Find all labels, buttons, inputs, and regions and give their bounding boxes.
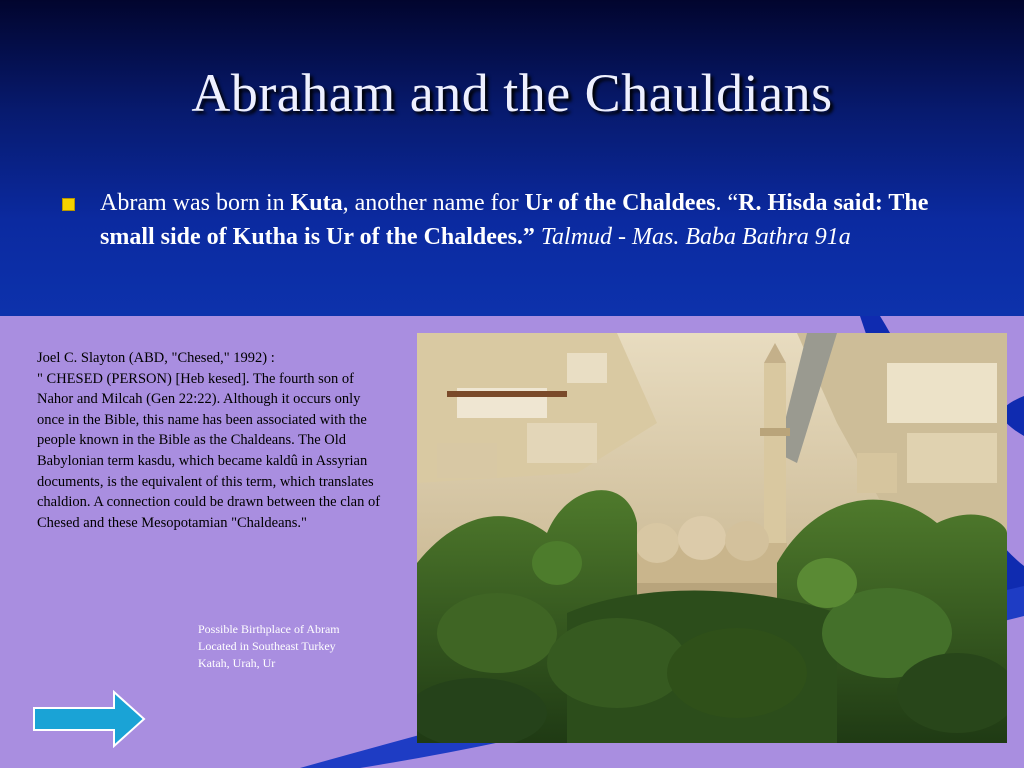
square-bullet-icon	[62, 198, 75, 211]
urfa-mosque-photo	[417, 333, 1007, 743]
slide-header-background	[0, 0, 1024, 316]
bullet-text-part: . “	[715, 190, 739, 216]
quote-source: Joel C. Slayton (ABD, "Chesed," 1992) :	[37, 350, 275, 366]
place-name-kuta: Kuta	[290, 190, 343, 216]
chesed-quote	[37, 348, 387, 533]
slide-title: Abraham and the Chauldians	[191, 63, 833, 123]
caption-line: Possible Birthplace of Abram	[198, 622, 340, 636]
right-arrow-icon[interactable]	[32, 690, 146, 748]
talmud-quote: R. Hisda said: The small side of Kutha is Ur of the Chaldees.”	[100, 190, 929, 250]
caption-line: Katah, Urah, Ur	[198, 656, 276, 670]
quote-body: " CHESED (PERSON) [Heb kesed]. The fourth son of Nahor and Milcah (Gen 22:22). Although it occurs only once in the Bible, this name has been associated with the people known in the Bible as the Chaldeans. The Old Babylonian term kasdu, which became kaldû in Assyrian documents, is the equivalent of this term, which translates chaldion. A connection could be drawn between the clan of Chesed and these Mesopotamian "Chaldeans."	[37, 370, 381, 531]
bullet-text-part: Abram was born in	[100, 190, 291, 216]
place-name-ur: Ur of the Chaldees	[524, 190, 716, 216]
photo-caption	[198, 621, 398, 672]
bullet-text-part: , another name for	[342, 190, 525, 216]
bullet-text	[100, 186, 930, 254]
talmud-citation: Talmud - Mas. Baba Bathra 91a	[540, 224, 851, 250]
caption-line: Located in Southeast Turkey	[198, 639, 336, 653]
